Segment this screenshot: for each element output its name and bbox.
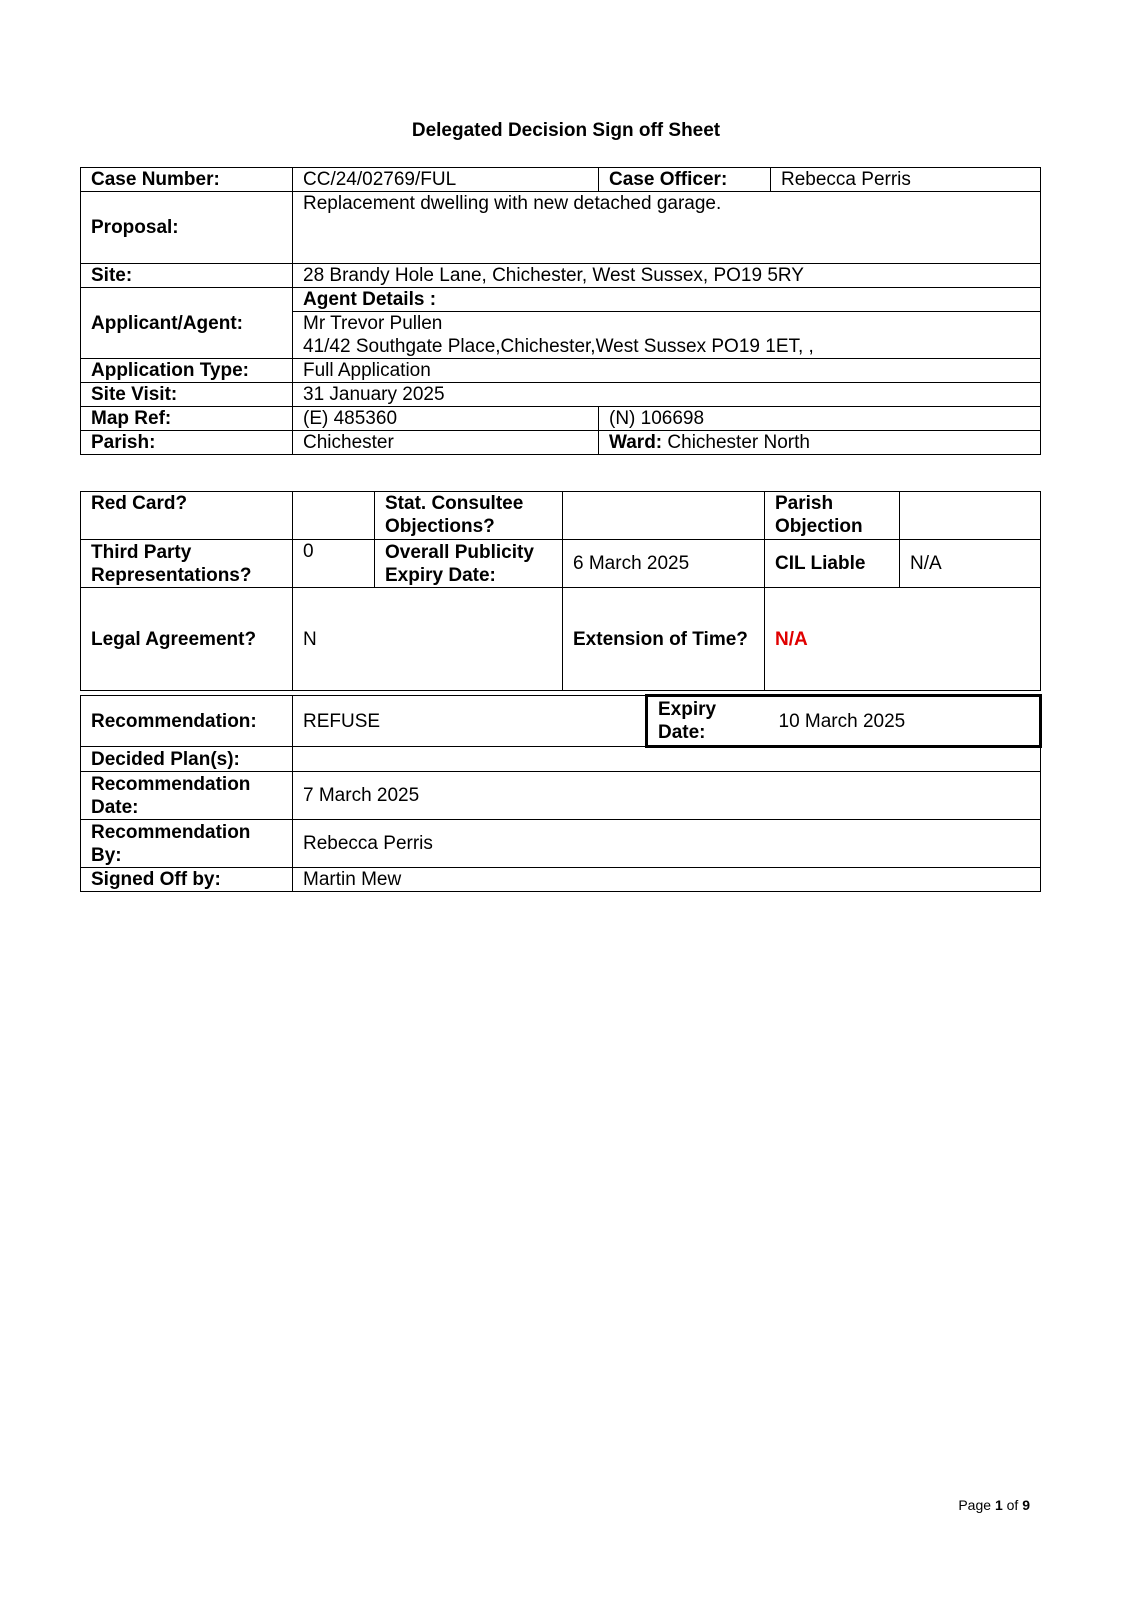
- table-row: [81, 492, 1041, 540]
- case-officer-label: Case Officer:: [599, 168, 771, 192]
- agent-details-label: Agent Details :: [293, 288, 1041, 312]
- page-title: Delegated Decision Sign off Sheet: [411, 120, 721, 141]
- page-word: Page: [958, 1497, 992, 1513]
- table-row: [81, 747, 1041, 772]
- case-officer-value: Rebecca Perris: [771, 168, 1041, 192]
- table-row: [81, 772, 1041, 820]
- agent-address: 41/42 Southgate Place,Chichester,West Sussex PO19 1ET, ,: [303, 336, 814, 357]
- red-card-value: [293, 492, 375, 540]
- decision-table: [80, 694, 1042, 892]
- site-visit-label: Site Visit:: [81, 383, 293, 407]
- table-row: [81, 431, 1041, 455]
- agent-details-value: [293, 312, 1041, 359]
- application-type-label: Application Type:: [81, 359, 293, 383]
- table-row: [81, 820, 1041, 868]
- checks-table: [80, 491, 1041, 691]
- expiry-value: 10 March 2025: [769, 696, 1041, 747]
- ward-cell: [599, 431, 1041, 455]
- ward-value: Chichester North: [667, 432, 810, 453]
- proposal-label: Proposal:: [81, 192, 293, 264]
- application-type-value: Full Application: [293, 359, 1041, 383]
- recommendation-by-label: Recommendation By:: [81, 820, 293, 868]
- parish-objection-label: Parish Objection: [765, 492, 900, 540]
- table-row: [81, 407, 1041, 431]
- third-party-label: Third Party Representations?: [81, 540, 293, 588]
- page-current: 1: [994, 1497, 1003, 1513]
- table-row: [81, 168, 1041, 192]
- of-word: of: [1006, 1497, 1019, 1513]
- table-row: [81, 359, 1041, 383]
- page-total: 9: [1022, 1497, 1030, 1513]
- page-number: [958, 1497, 1030, 1513]
- applicant-label: Applicant/Agent:: [81, 288, 293, 359]
- signed-off-label: Signed Off by:: [81, 868, 293, 892]
- stat-consultee-label: Stat. Consultee Objections?: [375, 492, 563, 540]
- site-visit-value: 31 January 2025: [293, 383, 1041, 407]
- recommendation-label: Recommendation:: [81, 696, 293, 747]
- table-row: [81, 192, 1041, 264]
- decided-plans-label: Decided Plan(s):: [81, 747, 293, 772]
- recommendation-date-value: 7 March 2025: [293, 772, 1041, 820]
- legal-agreement-value: N: [293, 588, 563, 691]
- recommendation-by-value: Rebecca Perris: [293, 820, 1041, 868]
- table-row: [81, 288, 1041, 312]
- parish-objection-value: [900, 492, 1041, 540]
- recommendation-value: REFUSE: [293, 696, 647, 747]
- red-card-label: Red Card?: [81, 492, 293, 540]
- third-party-value: 0: [293, 540, 375, 588]
- publicity-expiry-label: Overall Publicity Expiry Date:: [375, 540, 563, 588]
- parish-label: Parish:: [81, 431, 293, 455]
- site-label: Site:: [81, 264, 293, 288]
- agent-name: Mr Trevor Pullen: [303, 313, 443, 334]
- table-row: [81, 264, 1041, 288]
- decided-plans-value: [293, 747, 1041, 772]
- cil-value: N/A: [900, 540, 1041, 588]
- table-row: [81, 696, 1041, 747]
- parish-value: Chichester: [293, 431, 599, 455]
- expiry-label: Expiry Date:: [647, 696, 769, 747]
- case-details-table: [80, 167, 1041, 455]
- case-number-value: CC/24/02769/FUL: [293, 168, 599, 192]
- stat-consultee-value: [563, 492, 765, 540]
- signed-off-value: Martin Mew: [293, 868, 1041, 892]
- publicity-expiry-value: 6 March 2025: [563, 540, 765, 588]
- legal-agreement-label: Legal Agreement?: [81, 588, 293, 691]
- extension-label: Extension of Time?: [563, 588, 765, 691]
- ward-label: Ward:: [609, 432, 663, 453]
- table-row: [81, 588, 1041, 691]
- table-row: [81, 383, 1041, 407]
- recommendation-date-label: Recommendation Date:: [81, 772, 293, 820]
- site-value: 28 Brandy Hole Lane, Chichester, West Sussex, PO19 5RY: [293, 264, 1041, 288]
- map-ref-northing: (N) 106698: [599, 407, 1041, 431]
- map-ref-label: Map Ref:: [81, 407, 293, 431]
- proposal-value: Replacement dwelling with new detached garage.: [293, 192, 1041, 264]
- case-number-label: Case Number:: [81, 168, 293, 192]
- table-row: [81, 868, 1041, 892]
- extension-value: N/A: [765, 588, 1041, 691]
- cil-label: CIL Liable: [765, 540, 900, 588]
- table-row: [81, 540, 1041, 588]
- map-ref-easting: (E) 485360: [293, 407, 599, 431]
